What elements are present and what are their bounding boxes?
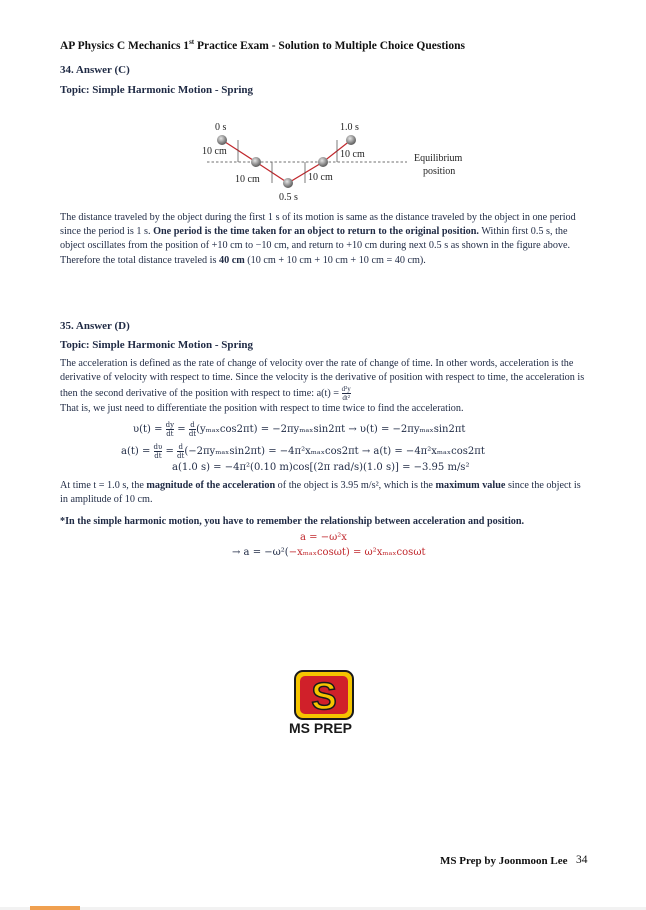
ball-0-25s (251, 157, 261, 167)
q35-explanation-2: That is, we just need to differentiate the position with respect to time twice to find the acceleration. (60, 403, 464, 414)
ball-1s (346, 135, 356, 145)
label-equilibrium: Equilibrium (414, 153, 463, 164)
ms-prep-logo-icon (294, 670, 354, 720)
q35-explanation: The acceleration is defined as the rate of change of velocity over the rate of change of time. In other words, acceleration is the derivative of velocity with respect to time. Since the velocity is the derivative of position with respect to time, the acceleration is then the second derivative of the position with respect to time: a(t) = $\frac{\text{d²y}}{\text{dt²}}$ (60, 358, 585, 403)
svg-text:S: S (311, 676, 337, 718)
label-position: position (423, 166, 456, 177)
ball-0s (217, 135, 227, 145)
page-number: 34 (576, 854, 588, 866)
q35-answer: 35. Answer (D) (60, 320, 130, 332)
ball-0-75s (318, 157, 328, 167)
q35-conclusion: At time t = 1.0 s, the magnitude of the acceleration of the object is 3.95 m/s², which is the maximum value since the object is in amplitude of 10 cm. (60, 480, 581, 506)
bottom-accent (30, 906, 80, 910)
page-header: AP Physics C Mechanics 1st Practice Exam - Solution to Multiple Choice Questions (60, 38, 465, 52)
label-1s: 1.0 s (340, 122, 359, 133)
relation-2: → a = −ω²(−xₘₐₓcosωt) = ω²xₘₐₓcosωt (232, 547, 426, 558)
label-10cm: 10 cm (340, 149, 365, 160)
label-10cm: 10 cm (202, 146, 227, 157)
oscillation-figure (195, 118, 463, 210)
footer-brand: MS Prep by Joonmoon Lee (440, 855, 568, 867)
equation-numeric: a(1.0 s) = −4π²(0.10 m)cos[(2π rad/s)(1.0 s)] = −3.95 m/s² (172, 462, 470, 473)
q35-topic: Topic: Simple Harmonic Motion - Spring (60, 339, 254, 351)
logo-text: MS PREP (289, 720, 353, 736)
ball-0-5s (283, 178, 293, 188)
q34-explanation: The distance traveled by the object during the first 1 s of its motion is same as the distance traveled by the object in one period since the period is 1 s. One period is the time taken for an object to return to the original position. Within first 0.5 s, the object oscillates from the position of +10 cm to −10 cm, and return to +10 cm during next 0.5 s as shown in the figure above. Therefore the total distance traveled is 40 cm (10 cm + 10 cm + 10 cm + 10 cm = 40 cm). (60, 212, 576, 266)
q34-answer: 34. Answer (C) (60, 64, 130, 76)
equation-velocity: υ(t) = $\frac{dy}{dt}$ = $\frac{d}{dt}$ (yₘₐₓcos2πt) = −2πyₘₐₓsin2πt → υ(t) = −2πyₘₐₓsin2πt (133, 421, 466, 438)
q35-note: *In the simple harmonic motion, you have to remember the relationship between acceleration and position. (60, 516, 525, 527)
label-10cm: 10 cm (308, 172, 333, 183)
fraction: $\frac{\text{d²y}}{\text{dt²}}$ (341, 385, 351, 403)
relation-1: a = −ω²x (300, 532, 347, 543)
q34-topic: Topic: Simple Harmonic Motion - Spring (60, 84, 254, 96)
label-10cm: 10 cm (235, 174, 260, 185)
label-05s: 0.5 s (279, 192, 298, 203)
label-0s: 0 s (215, 122, 227, 133)
equation-acceleration: a(t) = $\frac{d\upsilon}{dt}$ = $\frac{d}{dt}$ (−2πyₘₐₓsin2πt) = −4π²xₘₐₓcos2πt → a(t) = −4π²xₘₐₓcos2πt (121, 443, 485, 460)
